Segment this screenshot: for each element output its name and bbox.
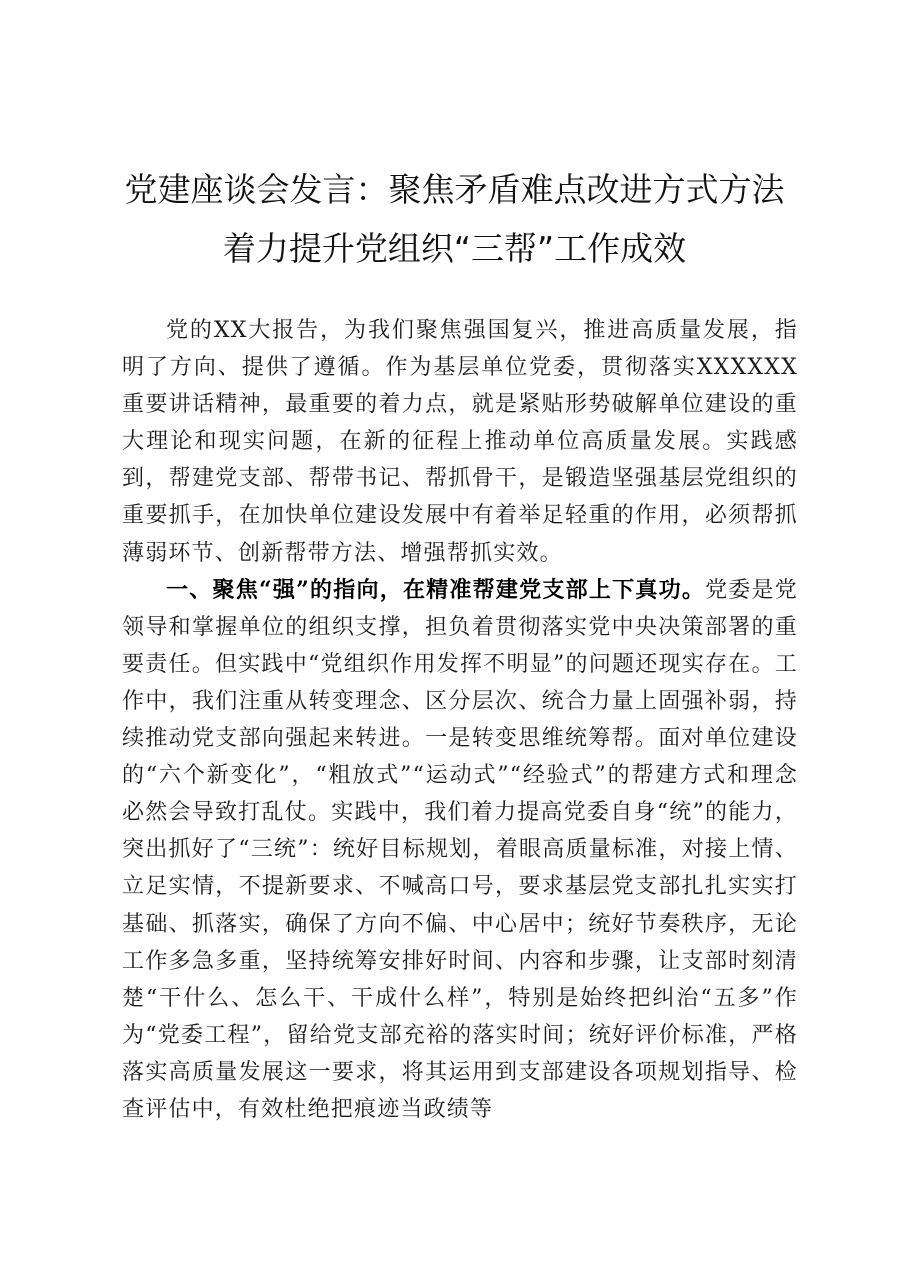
title-line-1: 党建座谈会发言：聚焦矛盾难点改进方式方法: [124, 170, 785, 209]
section-one-text: 党委是党领导和掌握单位的组织支撑，担负着贯彻落实党中央决策部署的重要责任。但实践中“党组织作用发挥不明显”的问题还现实存在。工作中，我们注重从转变理念、区分层次、统合力量上固强补弱，持续推动党支部向强起来转进。一是转变思维统筹帮。面对单位建设的“六个新变化”，“粗放式”“运动式”“经验式”的帮建方式和理念必然会导致打乱仗。实践中，我们着力提高党委自身“统”的能力，突出抓好了“三统”：统好目标规划，着眼高质量标准，对接上情、立足实情，不提新要求、不喊高口号，要求基层党支部扎扎实实打基础、抓落实，确保了方向不偏、中心居中；统好节奏秩序，无论工作多急多重，坚持统筹安排好时间、内容和步骤，让支部时刻清楚“干什么、怎么干、干成什么样”，特别是始终把纠治“五多”作为“党委工程”，留给党支部充裕的落实时间；统好评价标准，严格落实高质量发展这一要求，将其运用到支部建设各项规划指导、检查评估中，有效杜绝把痕迹当政绩等: [122, 577, 798, 1122]
document-title: [60, 160, 849, 278]
document-body: [122, 312, 798, 1128]
intro-paragraph: [122, 312, 798, 572]
section-one-paragraph: [122, 572, 798, 1128]
section-one-heading: 一、聚焦“强”的指向，在精准帮建党支部上下真功。: [166, 576, 706, 603]
intro-paragraph-text: 党的XX大报告，为我们聚焦强国复兴，推进高质量发展，指明了方向、提供了遵循。作为基层单位党委，贯彻落实XXXXXX重要讲话精神，最重要的着力点，就是紧贴形势破解单位建设的重大理论和现实问题，在新的征程上推动单位高质量发展。实践感到，帮建党支部、帮带书记、帮抓骨干，是锻造坚强基层党组织的重要抓手，在加快单位建设发展中有着举足轻重的作用，必须帮抓薄弱环节、创新帮带方法、增强帮抓实效。: [122, 318, 798, 566]
title-line-2: 着力提升党组织“三帮”工作成效: [222, 229, 687, 268]
